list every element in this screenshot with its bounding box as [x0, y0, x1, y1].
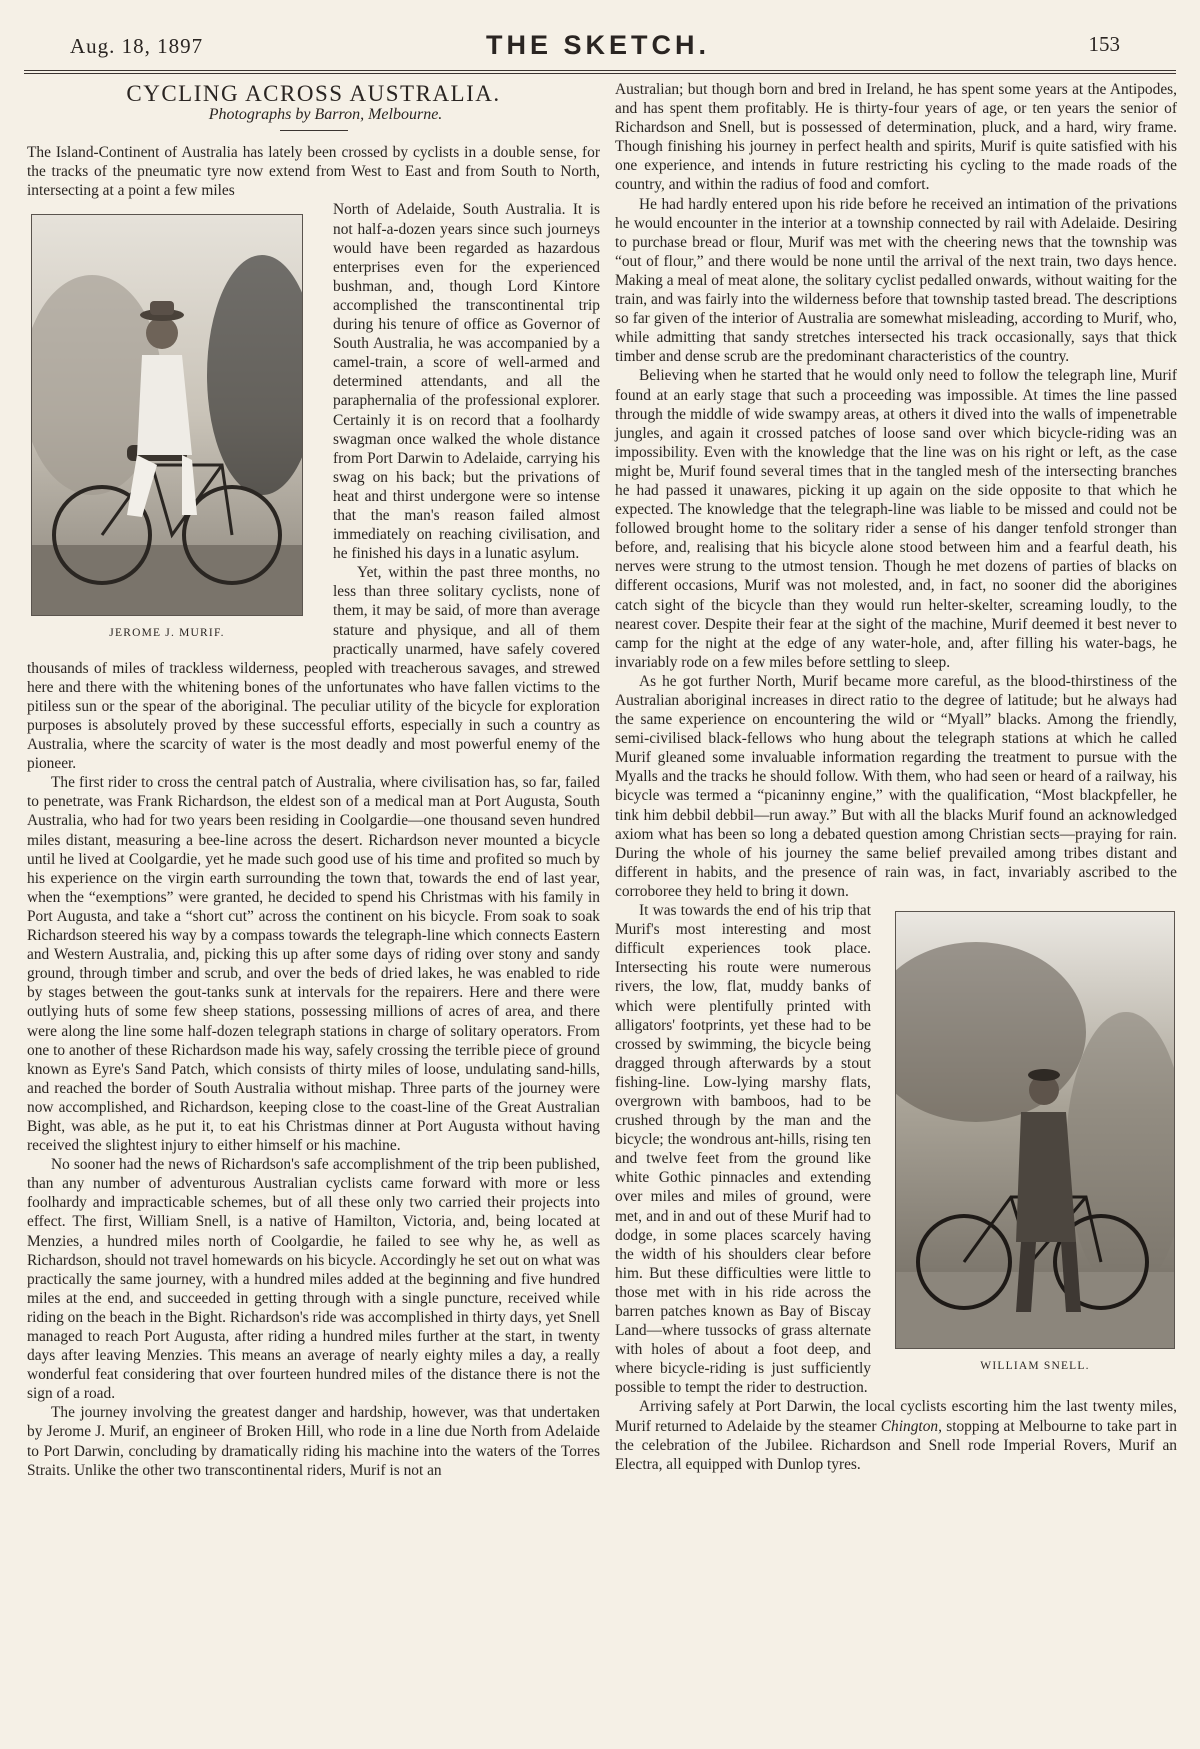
paragraph-intro-text: The Island-Continent of Australia has lately been crossed by cyclists in a double sense, for the tracks of the pneumatic tyre now extend from West to East and from South to North, intersecting at a point a few miles: [27, 144, 600, 200]
paragraph-provisions: He had hardly entered upon his ride before he received an intimation of the privations he would encounter in the interior at a township connected by rail with Adelaide. Desiring to purchase bread or flour, Murif was met with the cheering news that the township was “out of flour,” and there would be none until the arrival of the next train, two days hence. Making a meal of meat alone, the solitary cyclist pedalled onwards, without waiting for the train, and was fairly into the wilderness before that township tasted bread. The descriptions so far given of the interior of Australia are somewhat misleading, according to Murif, who, while admitting that sandy stretches intersected his track occasionally, says that thick timber and dense scrub are the predominant characteristics of the country.: [615, 195, 1177, 366]
photo-murif: [31, 214, 303, 616]
publication-title: THE SKETCH.: [485, 30, 710, 60]
header-rule-second: [24, 73, 1176, 74]
paragraph-snell: No sooner had the news of Richardson's safe accomplishment of the trip been published, than any number of adventurous Australian cyclists came forward with more or less foolhardy and impracticable schemes, but of all these only two carried their projects into effect. The first, William Snell, is a native of Hamilton, Victoria, and, being located at Menzies, a hundred miles north of Coolgardie, he failed to see why he, as well as Richardson, should not travel homewards on his bicycle. Accordingly he set out on what was practically the same journey, with a hundred miles added at the beginning and five hundred miles at the end, and succeeded in getting through with a single puncture, received while riding on the beach in the Bight. Richardson's ride was accomplished in thirty days, yet Snell managed to reach Port Augusta, after riding a hundred miles further at the start, in twenty days after leaving Menzies. This means an average of nearly eighty miles a day, a really wonderful feat considering that over fourteen hundred miles of the distance there is not the sign of a road.: [27, 1156, 600, 1403]
cyclist-portrait-photo-icon: [896, 912, 1174, 1348]
paragraph-port-darwin: [615, 1397, 1177, 1473]
paragraph-murif-intro: The journey involving the greatest danger and hardship, however, was that undertaken by Jerome J. Murif, an engineer of Broken Hill, who rode in a line due North from Adelaide to Port Darwin, concluding by dramatically riding his machine into the waters of the Torres Straits. Unlike the other two transcontinental riders, Murif is not an: [27, 1404, 600, 1479]
paragraph-richardson: The first rider to cross the central patch of Australia, where civilisation has, so far, failed to penetrate, was Frank Richardson, the eldest son of a medical man at Port Augusta, South Australia, who had for two years been residing in Coolgardie—one thousand seven hundred miles distant, measuring a bee-line across the desert. Richardson never mounted a bicycle until he lived at Coolgardie, yet he made such good use of his time and profited so much by his experience on the virgin earth surrounding the town that, towards the end of last year, when the “exemptions” were granted, he decided to spend his Christmas with his family in Port Augusta, and take a “short cut” across the continent on his bicycle. From soak to soak Richardson steered his way by a compass towards the telegraph-line which connects Eastern and Western Australia, and, picking this up after some days of riding over stony and sandy ground, through timber and scrub, and over the beds of dried lakes, he was enabled to ride by stages between the gout-tanks sunk at intervals for the repairers. Here and there were outlying huts of some few sheep stations, possessing millions of acres of area, and there were along the line some half-dozen telegraph stations in charge of solitary operators. From one to another of these Richardson made his way, safely crossing the terrible piece of ground known as Eyre's Sand Patch, which consists of thirty miles of loose, undulating sand-hills, and reached the border of South Australia without mishap. Three parts of the journey were now accomplished, and Richardson, keeping close to the coast-line of the Great Australian Bight, was able, as he put it, to eat his Christmas dinner at Port Augusta without having received the slightest injury to either himself or his machine.: [27, 774, 600, 1155]
paragraph-murif-bio: Australian; but though born and bred in Ireland, he has spent some years at the Antipodes, and has spent them profitably. He is thirty-four years of age, or ten years the senior of Richardson and Snell, but is possessed of determination, pluck, and a hard, wiry frame. Though finishing his journey in perfect health and spirits, Murif is quite satisfied with his one experience, and intends in future restricting his cycling to the made roads of the country, and within the radius of food and comfort.: [615, 81, 1177, 194]
paragraph-telegraph-line: Believing when he started that he would only need to follow the telegraph line, Murif found at an early stage that such a proceeding was impossible. At times the line passed through the middle of wide swampy areas, at others it dived into the walls of impenetrable jungles, and again it crossed patches of loose sand over which bicycle-riding was an impossibility. Even with the knowledge that the line was on his right or left, as the case might be, Murif found several times that in the tangled mesh of the intersecting branches he had passed it unawares, picking it up again on the side opposite to that which he expected. The knowledge that the telegraph-line was liable to be missed and could not be followed brought home to the solitary rider a sense of his danger tenfold stronger than before, and, realising that his bicycle alone stood between him and a fearful death, his nerves were strung to the utmost tension. Though he met dozens of parties of blacks on different occasions, Murif was not molested, and, in fact, no sooner did the aborigines catch sight of the bicycle than they would run helter-skelter, screaming loudly, to the nearest cover. Despite their fear at the sight of the machine, Murif deemed it best never to camp for the night at the edge of any water-hole, and, after filling his water-bags, he invariably rode on a few miles before settling to sleep.: [615, 367, 1177, 671]
page-header: [70, 26, 1126, 70]
paragraph-intro: [27, 143, 600, 200]
paragraph-rivers: It was towards the end of his trip that Murif's most interesting and most difficult experiences took place. Intersecting his route were numerous rivers, the low, flat, muddy banks of which were plentifully printed with alligators' footprints, yet these had to be crossed by swimming, the bicycle being dragged through afterwards by a stout fishing-line. Low-lying marshy flats, overgrown with bamboos, had to be crushed through by the man and the bicycle; the wondrous ant-hills, rising ten and twelve feet from the ground like white Gothic pinnacles and extending over miles and miles of ground, were met, and in and out of these Murif had to dodge, in some places scarcely having the width of his shoulders clear before him. But these difficulties were little to those met with in his ride across the barren patches known as Bay of Biscay Land—where tussocks of grass alternate with holes of about a foot deep, and where bicycle-riding is just sufficiently possible to tempt the rider to destruction.: [615, 902, 871, 1397]
paragraph-three-cyclists: Yet, within the past three months, no less than three solitary cyclists, none of them, it may be said, of more than average stature and physique, and all of them practically unarmed, have safely covered thousands of miles of trackless wilderness, peopled with treacherous savages, and strewed here and there with the whitening bones of the unfortunates who have fallen victims to the pitiless sun or the spear of the aboriginal. The peculiar utility of the bicycle for exploration purposes is absolutely proved by these successful efforts, especially in such a country as Australia, where the scarcity of water is the most deadly and most powerful enemy of the pioneer.: [27, 564, 600, 773]
figure-murif: [31, 214, 303, 643]
port-darwin-text-a: Arriving safely at Port Darwin, the local cyclists escorting him the last twenty miles, Murif returned to Adelaide by the steamer: [615, 1398, 1177, 1435]
title-divider: [280, 130, 348, 131]
port-darwin-text-b: stopping at Melbourne to take part in the celebration of the Jubilee. Richardson and Snell rode Imperial Rovers, Murif an Electra, all equipped with Dunlop tyres.: [615, 1417, 1177, 1473]
photo-snell: [895, 911, 1175, 1349]
caption-snell: WILLIAM SNELL.: [980, 1360, 1090, 1373]
issue-date: Aug. 18, 1897: [70, 34, 204, 58]
article-title: CYCLING ACROSS AUSTRALIA.: [126, 81, 501, 106]
ship-name: Chington,: [880, 1417, 942, 1435]
page-number: 153: [1088, 32, 1120, 56]
paragraph-myall-blacks: As he got further North, Murif became more careful, as the blood-thirstiness of the Australian aboriginal increases in direct ratio to the degree of latitude; but he always had the same experience on encountering the wild or “Myall” blacks. Among the friendly, semi-civilised black-fellows who hung about the telegraph stations at which he called Murif gleaned some invaluable information regarding the treatment to pursue with the Myalls and the tracks he should follow. With them, who had seen or heard of a railway, his bicycle was termed a “picaninny engine,” with the qualification, “Most blackpfeller, he tink him debbil debbil—run away.” But with all the blacks Murif found an acknowledged axiom what has been so long a debated question among Christian sects—praying for rain. During the whole of his journey the same belief prevailed among tribes distant and different in habits, and the presence of rain was, in fact, invariably ascribed to the corroboree they held to bring it down.: [615, 672, 1177, 900]
left-column: [27, 80, 600, 1480]
paragraph-intro-rest: North of Adelaide, South Australia. It is not half-a-dozen years since such journeys would have been regarded as hazardous enterprises even for the experienced bushman, and, though Lord Kintore accomplished the transcontinental trip during his tenure of office as Governor of South Australia, he was accompanied by a camel-train, a score of well-armed and determined attendants, and all the paraphernalia of the professional explorer. Certainly it is on record that a foolhardy swagman once walked the whole distance from Port Darwin to Adelaide, carrying his swag on his back; but the privations of heat and thirst undergone were so intense that the man's reason failed almost immediately on reaching civilisation, and he finished his days in a lunatic asylum.: [333, 201, 600, 563]
caption-murif: JEROME J. MURIF.: [109, 627, 225, 640]
photo-credit: Photographs by Barron, Melbourne.: [208, 106, 443, 124]
cyclist-portrait-photo-icon: [32, 215, 302, 615]
figure-snell: [895, 911, 1175, 1376]
right-column: [615, 80, 1177, 1474]
article-heading: [27, 81, 600, 131]
header-rule: [24, 70, 1176, 71]
